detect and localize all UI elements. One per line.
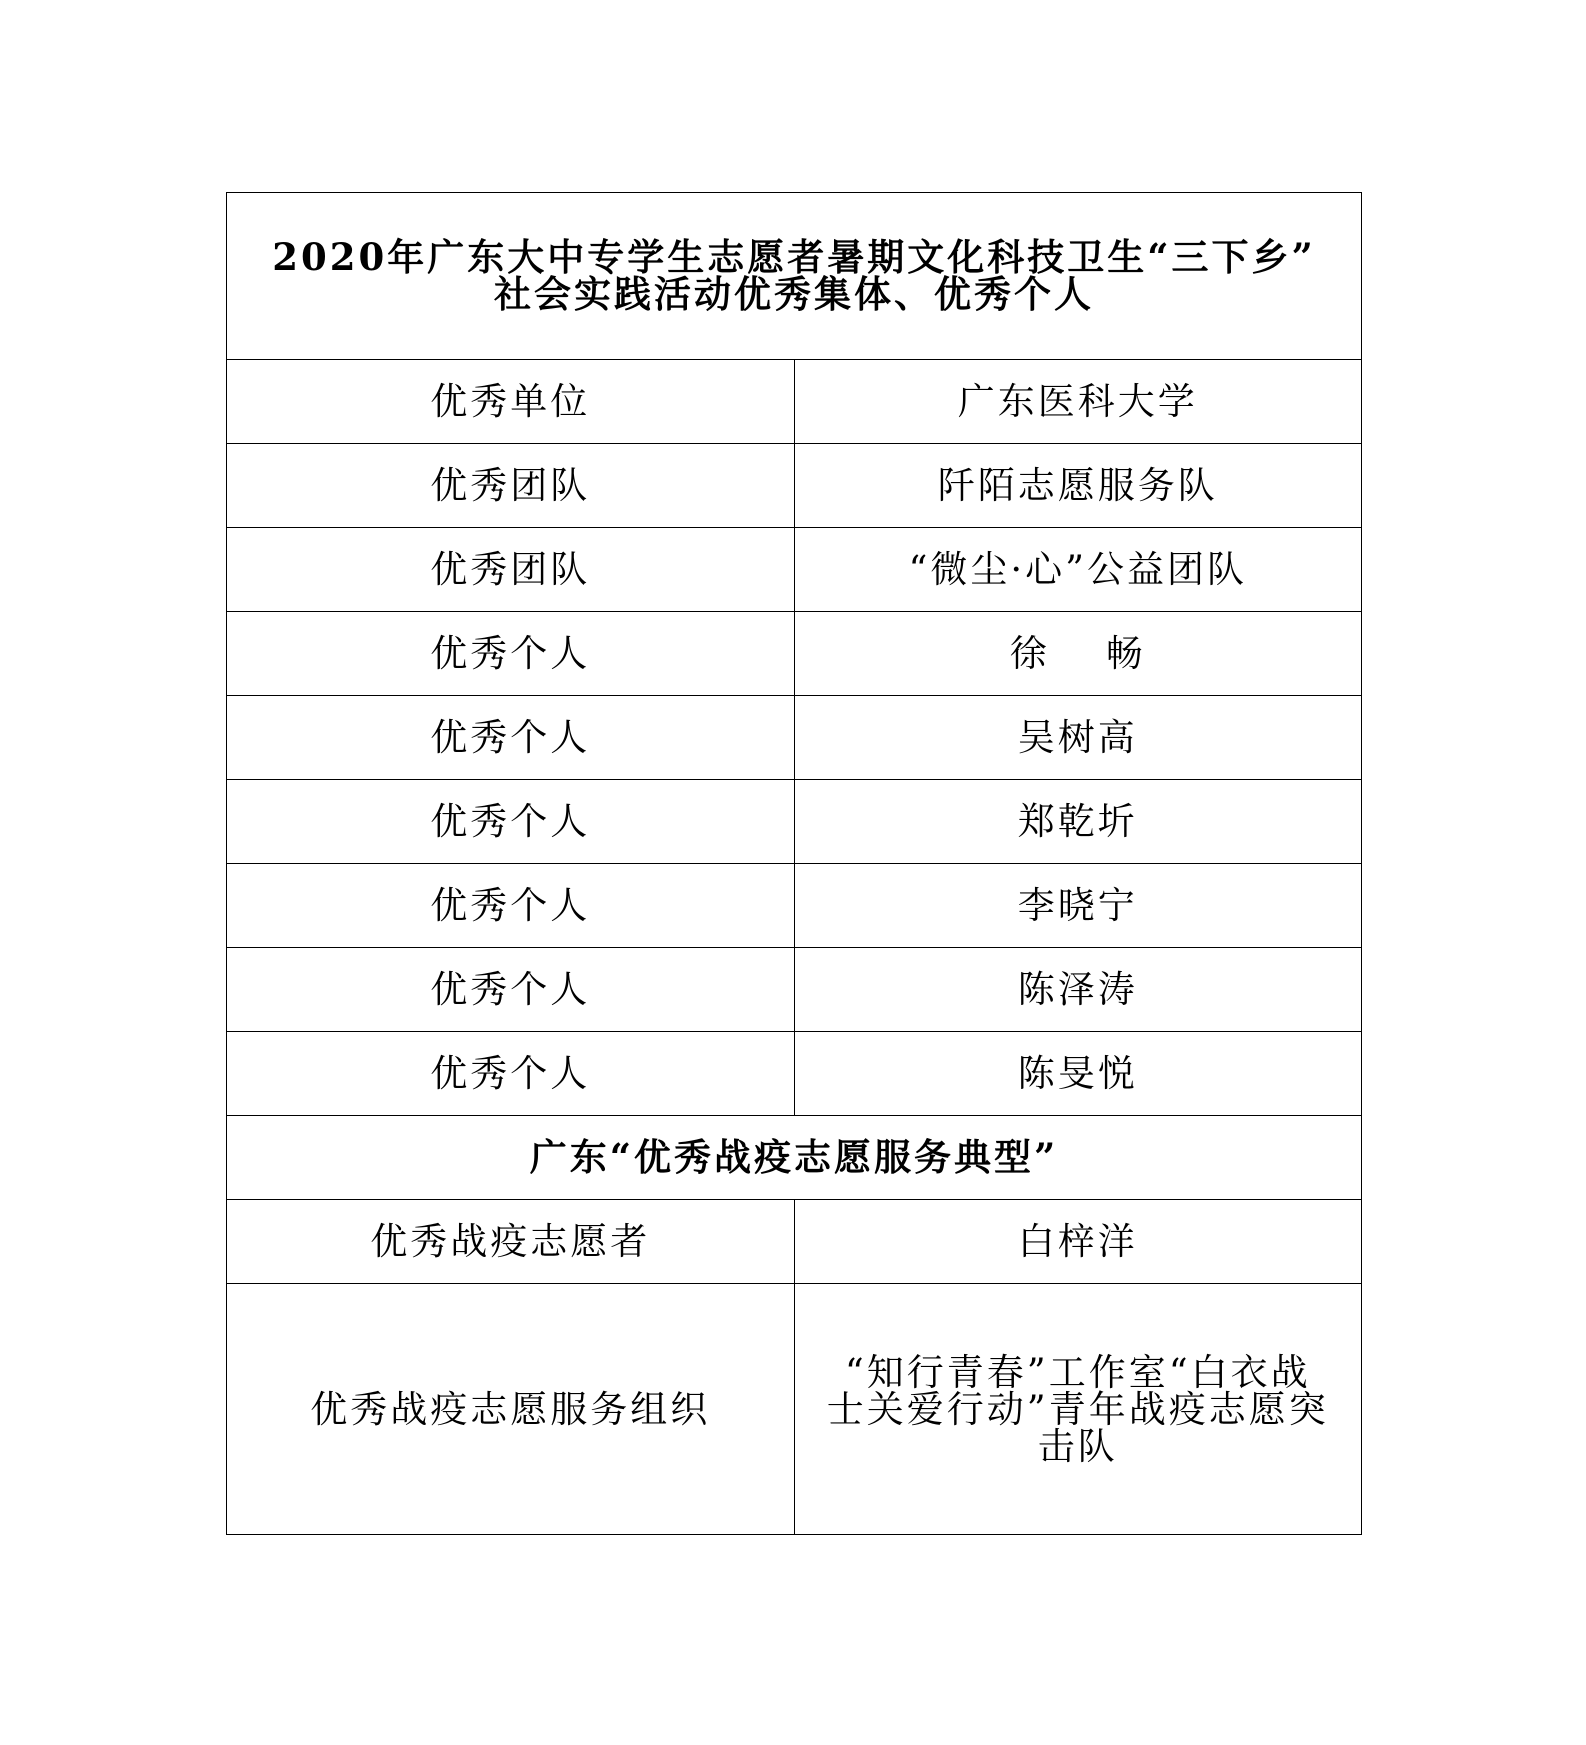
name-line-1: “知行青春”工作室“白衣战: [844, 1350, 1311, 1394]
table-row: [227, 1032, 1362, 1116]
table-row: [227, 1200, 1362, 1284]
table-row: [227, 528, 1362, 612]
table-row: [227, 1284, 1362, 1535]
category-cell: 优秀个人: [227, 780, 795, 864]
category-cell: 优秀团队: [227, 528, 795, 612]
category-cell: 优秀个人: [227, 696, 795, 780]
name-line-3: 击队: [1037, 1424, 1118, 1468]
name-cell: 广东医科大学: [794, 360, 1362, 444]
name-cell: 白梓洋: [794, 1200, 1362, 1284]
name-cell: [794, 612, 1362, 696]
category-cell: 优秀战疫志愿者: [227, 1200, 795, 1284]
table-title: [227, 193, 1362, 360]
title-row: [227, 193, 1362, 360]
table-row: [227, 864, 1362, 948]
category-cell: 优秀团队: [227, 444, 795, 528]
name-cell: 陈泽涛: [794, 948, 1362, 1032]
name-part-1: 徐: [1009, 632, 1050, 675]
section-title: 广东“优秀战疫志愿服务典型”: [227, 1116, 1362, 1200]
name-part-2: 畅: [1105, 632, 1146, 675]
category-cell: 优秀个人: [227, 1032, 795, 1116]
category-cell: 优秀个人: [227, 612, 795, 696]
name-cell: 郑乾圻: [794, 780, 1362, 864]
category-cell: 优秀个人: [227, 948, 795, 1032]
name-cell: 陈旻悦: [794, 1032, 1362, 1116]
name-cell: 李晓宁: [794, 864, 1362, 948]
table-row: [227, 444, 1362, 528]
table-row: [227, 948, 1362, 1032]
title-line-1: 2020年广东大中专学生志愿者暑期文化科技卫生“三下乡”: [272, 235, 1316, 279]
award-table: [226, 192, 1362, 1535]
category-cell: 优秀战疫志愿服务组织: [227, 1284, 795, 1535]
name-cell: 吴树高: [794, 696, 1362, 780]
table-row: [227, 612, 1362, 696]
section-title-row: [227, 1116, 1362, 1200]
name-cell: “微尘·心”公益团队: [794, 528, 1362, 612]
name-cell: [794, 1284, 1362, 1535]
category-cell: 优秀单位: [227, 360, 795, 444]
title-line-2: 社会实践活动优秀集体、优秀个人: [494, 272, 1094, 316]
table-row: [227, 696, 1362, 780]
category-cell: 优秀个人: [227, 864, 795, 948]
table-row: [227, 360, 1362, 444]
table-row: [227, 780, 1362, 864]
name-line-2: 士关爱行动”青年战疫志愿突: [826, 1387, 1329, 1431]
name-cell: 阡陌志愿服务队: [794, 444, 1362, 528]
